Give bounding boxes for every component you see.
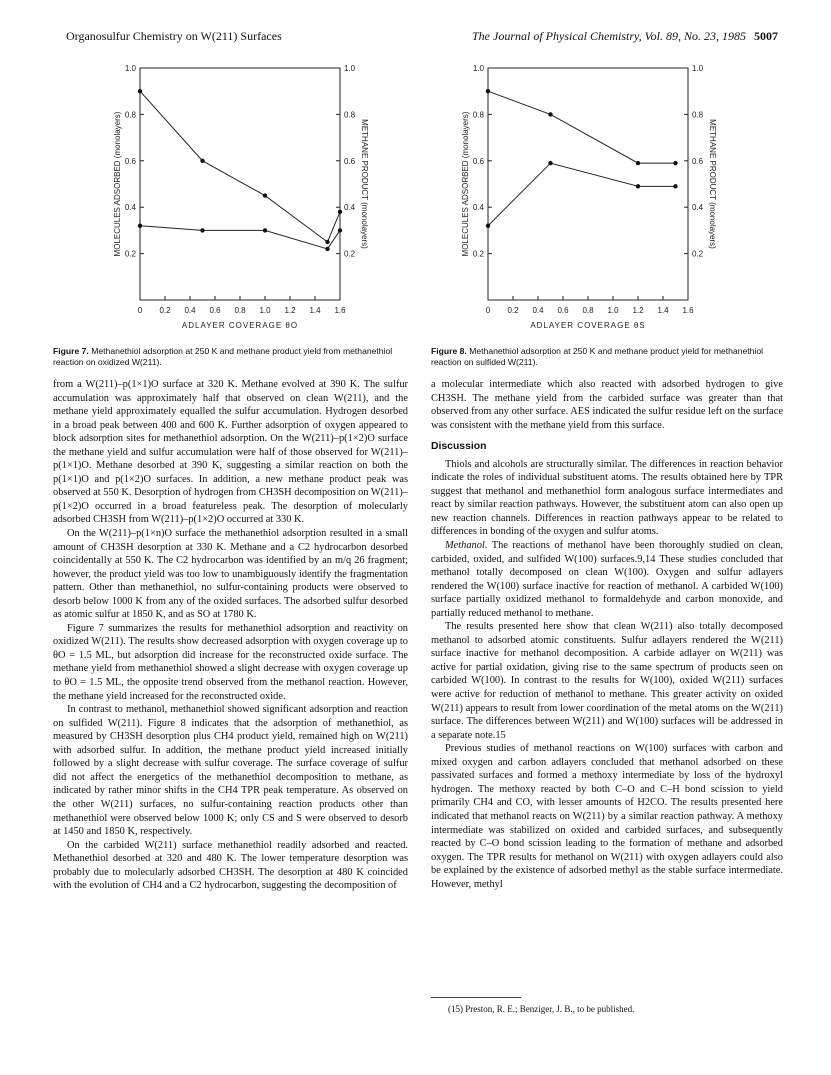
y-tick-label: 0.2 (124, 249, 136, 259)
data-point (325, 240, 329, 244)
data-point (548, 161, 552, 165)
x-tick-label: 1.0 (607, 306, 619, 315)
right-paragraph-2 (431, 539, 783, 620)
data-point (636, 184, 640, 188)
data-point (200, 159, 204, 163)
right-paragraph-intro: a molecular intermediate which also reacted with adsorbed hydrogen to give CH3SH. The methane yield from the carbided surface was greater than that observed from any other surface. AES indicated the sulfur residue left on the surface was consistent with the methane yield from this surface. (431, 379, 783, 431)
y2-tick-label: 0.4 (692, 203, 704, 213)
x-tick-label: 1.4 (657, 306, 669, 315)
x-tick-label: 0 (485, 306, 491, 315)
y2-tick-label: 1.0 (692, 64, 704, 73)
figure-7-caption-text: Methanethiol adsorption at 250 K and methane product yield from methanethiol reaction on oxidized W(211). (53, 346, 393, 367)
x-axis-label: ADLAYER COVERAGE θO (181, 321, 299, 330)
running-header-right (472, 29, 778, 44)
series-line-0 (140, 91, 340, 242)
left-column (53, 378, 408, 893)
y2-tick-label: 1.0 (344, 64, 356, 73)
x-tick-label: 0.4 (184, 306, 196, 315)
page-number: 5007 (754, 29, 778, 43)
x-tick-label: 0.8 (234, 306, 246, 315)
series-line-1 (488, 163, 676, 226)
right-paragraph-1: Thiols and alcohols are structurally similar. The differences in reaction behavior indicate the roles of individual substituent atoms. The results obtained here by TPR suggest that methanol and methanethiol form analogous surface intermediates and react by similar reaction pathways. However, the substituent atom can also open up new reaction channels. Differences in reaction pathways appear to be related to differences in bonding of the oxygen and sulfur atoms. (431, 458, 783, 538)
figure-8-label: Figure 8. (431, 346, 467, 356)
y2-tick-label: 0.6 (692, 156, 704, 166)
x-tick-label: 1.6 (682, 306, 694, 315)
right-column (431, 378, 783, 891)
y-tick-label: 0.4 (124, 203, 136, 213)
data-point (636, 161, 640, 165)
y2-tick-label: 0.6 (344, 156, 356, 166)
x-tick-label: 0.2 (159, 306, 171, 315)
data-point (673, 184, 677, 188)
figure-8-chart (458, 60, 718, 330)
methanol-subheading: Methanol. (445, 540, 488, 552)
data-point (263, 228, 267, 232)
x-tick-label: 0.2 (507, 306, 519, 315)
right-paragraph-2-text: The reactions of methanol have been thoroughly studied on clean, carbided, oxided, and sulfided W(100) surfaces.9,14 These studies concluded that methanol totally decomposed on clean W(100). Oxygen and sulfur adlayers rendered the W(100) surface inactive for reaction of methanol. A carbided W(100) surface partially oxidized methanol to formaldehyde and carbon monoxide, and partially reduced methanol to methane. (431, 540, 784, 619)
x-tick-label: 0 (137, 306, 143, 315)
y-axis-label: MOLECULES ADSORBED (monolayers) (461, 111, 470, 257)
y-tick-label: 0.6 (472, 156, 484, 166)
data-point (673, 161, 677, 165)
y-tick-label: 0.2 (472, 249, 484, 259)
x-tick-label: 0.4 (532, 306, 544, 315)
left-paragraph-2: On the W(211)–p(1×n)O surface the methanethiol adsorption resulted in a small amount of CH3SH desorption at 330 K. Methane and a C2 hydrocarbon desorbed coincidentally at 550 K. The C2 hydrocarbon was identified by an m/q 26 fragment; however, the product yield was too low to unambiguously identify the fragmentation pattern. Other than methanethiol, no sulfur-containing products were observed to desorb below 1000 K from any of the oxided surfaces. The adsorbed sulfur desorbed as atomic sulfur at 1850 K, and as SO at 1780 K. (53, 528, 408, 621)
x-tick-label: 1.2 (284, 306, 296, 315)
figure-7-chart (110, 60, 370, 330)
figure-7-label: Figure 7. (53, 346, 89, 356)
data-point (338, 210, 342, 214)
y-tick-label: 0.8 (124, 110, 136, 120)
y2-axis-label: METHANE PRODUCT (monolayers) (360, 119, 369, 249)
series-line-0 (488, 91, 676, 163)
data-point (263, 193, 267, 197)
x-axis-label: ADLAYER COVERAGE θS (530, 321, 646, 330)
y2-axis-label: METHANE PRODUCT (monolayers) (708, 119, 717, 249)
figure-7-caption (53, 346, 408, 368)
x-tick-label: 0.6 (557, 306, 569, 315)
running-header-left: Organosulfur Chemistry on W(211) Surfaces (66, 29, 282, 43)
x-tick-label: 1.6 (334, 306, 346, 315)
right-paragraph-3: The results presented here show that clean W(211) also totally decomposed methanol to adsorbed atomic constituents. Sulfur adlayers rendered the W(211) surface inactive for methanol decomposition. A carbide adlayer on W(211) was active for partial oxidation, giving rise to the same spectrum of products seen on carbided W(100). In contrast to the results for W(100), oxided W(211) surfaces were active for reduction of methanol to methane. This greater activity on oxided W(211) appears to result from lower coordination of the metal atoms on the W(211) surface. The differences between W(211) and W(100) surfaces will be addressed in a separate note.15 (431, 621, 783, 741)
data-point (138, 224, 142, 228)
figure-8-caption-text: Methanethiol adsorption at 250 K and methane product yield for methanethiol reaction on sulfided W(211). (431, 346, 764, 367)
y-tick-label: 1.0 (124, 64, 136, 73)
y-tick-label: 1.0 (472, 64, 484, 73)
data-point (200, 228, 204, 232)
left-paragraph-3: Figure 7 summarizes the results for methanethiol adsorption and reactivity on oxidized W(211). The results show decreased adsorption with oxygen coverage up to θO = 1.5 ML, but adsorption did increase for the reconstructed oxide surface. The methane yield from methanethiol showed a slight decrease with oxygen coverage up to θO = 1.5 ML, the opposite trend observed from the methanol reaction. However, the methane yield increased for the reconstructed oxide. (53, 622, 408, 702)
data-point (138, 89, 142, 93)
y2-tick-label: 0.8 (692, 110, 704, 120)
figure-8-caption (431, 346, 783, 368)
y-axis-label: MOLECULES ADSORBED (monolayers) (113, 111, 122, 257)
y2-tick-label: 0.2 (692, 249, 704, 259)
footnote: (15) Preston, R. E.; Benziger, J. B., to be published. (448, 1004, 635, 1014)
data-point (486, 224, 490, 228)
y-tick-label: 0.4 (472, 203, 484, 213)
left-paragraph-4: In contrast to methanol, methanethiol showed significant adsorption and reaction on sulfided W(211). Figure 8 indicates that the adsorption of methanethiol, as measured by CH3SH desorption plus CH4 product yield, remained high on W(211) with adsorbed sulfur. In addition, the methane product yield increased initially followed by a slight decrease with sulfur coverage. The surface coverage of sulfur did not affect the energetics of the methanethiol decomposition to methane, as indicated by rather minor shifts in the CH4 TPR peak temperature. As observed on the other W(211) surfaces, no sulfur-containing reaction products other than methanethiol were observed below 1000 K; only CS and S were observed to desorb at 1450 and 1850 K, respectively. (53, 704, 408, 838)
y-tick-label: 0.8 (472, 110, 484, 120)
data-point (486, 89, 490, 93)
left-paragraph-1: from a W(211)–p(1×1)O surface at 320 K. Methane evolved at 390 K. The sulfur accumulation was approximately half that observed on clean W(211), and the methane yield approximately equalled the sulfur accumulation. Hydrogen desorbed in a broad peak between 400 and 600 K. Further adsorption of oxygen appeared to block adsorption sites for methanethiol adsorption. On the W(211)–p(1×2)O surface the methane yield and sulfur accumulation were half of those observed for W(211)–p(1×1)O. Methane desorbed at 390 K, suggesting a similar reaction on both the p(1×1)O and p(1×2)O surfaces. In addition, a new methane product peak was observed at 550 K. Desorption of hydrogen from CH3SH decomposition on W(211)–p(1×2)O occurred in a broad featureless peak. The desorption of molecularly adsorbed CH3SH from W(211)–p(1×2)O occurred at 330 K. (53, 379, 408, 526)
x-tick-label: 1.2 (632, 306, 644, 315)
left-paragraph-5: On the carbided W(211) surface methanethiol readily adsorbed and reacted. Methanethiol desorbed at 320 and 480 K. The lower temperature desorption was probably due to molecularly adsorbed CH3SH. The desorption at 480 K coincided with the evolution of CH4 and a C2 hydrocarbon, suggesting the decomposition of (53, 839, 408, 892)
y2-tick-label: 0.4 (344, 203, 356, 213)
data-point (548, 112, 552, 116)
x-tick-label: 1.0 (259, 306, 271, 315)
y2-tick-label: 0.8 (344, 110, 356, 120)
data-point (325, 247, 329, 251)
x-tick-label: 1.4 (309, 306, 321, 315)
right-paragraph-4: Previous studies of methanol reactions on W(100) surfaces with carbon and mixed oxygen and carbon adlayers concluded that methanol adsorbed on these passivated surfaces and formed a methoxy intermediate by loss of the hydroxyl hydrogen. The methoxy reacted by both C–O and C–H bond scission to yield primarily CH4 and CO, with lesser amounts of H2CO. The results presented here indicated that methanol reacts on W(211) by a similar reaction pathway. A methoxy intermediate was stabilized on oxided and carbided surfaces, and subsequently reacted by C–O bond scission leading to the formation of methane and adsorbed oxygen. The TPR results for methanol on W(211) with oxygen adlayers could also be explained by the existence of adsorbed methyl as the stable surface intermediate. However, methyl (431, 743, 783, 890)
data-point (338, 228, 342, 232)
plot-frame (140, 68, 340, 300)
x-tick-label: 0.8 (582, 306, 594, 315)
footnote-rule (431, 997, 521, 998)
y-tick-label: 0.6 (124, 156, 136, 166)
y2-tick-label: 0.2 (344, 249, 356, 259)
x-tick-label: 0.6 (209, 306, 221, 315)
section-heading-discussion: Discussion (431, 441, 487, 453)
journal-citation: The Journal of Physical Chemistry, Vol. 89, No. 23, 1985 (472, 29, 746, 43)
